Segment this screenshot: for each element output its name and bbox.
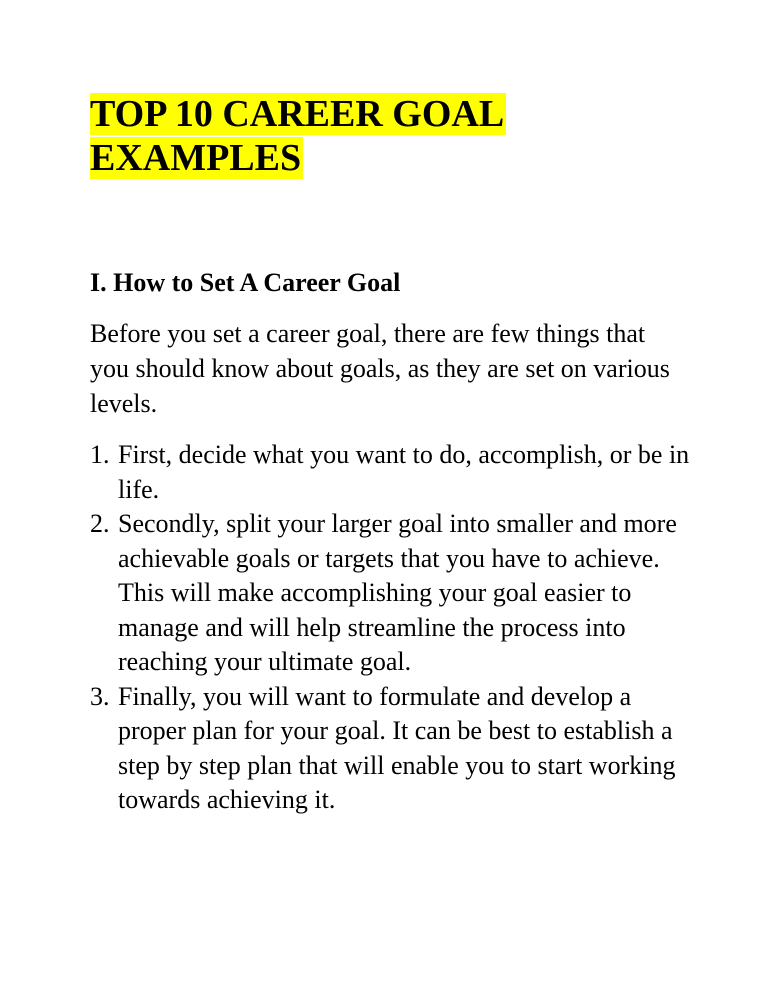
- list-item-number: 2.: [90, 509, 110, 538]
- section-heading: I. How to Set A Career Goal: [90, 268, 401, 297]
- list-item-number: 1.: [90, 440, 110, 469]
- list-item-number: 3.: [90, 681, 110, 711]
- list-item: [90, 438, 690, 507]
- list-item-text: Secondly, split your larger goal into smaller and more achievable goals or targets that you have to achieve. This will make accomplishing your goal easier to manage and will help streamline the process into reaching your ultimate goal.: [118, 509, 677, 676]
- steps-list: [90, 438, 690, 818]
- list-item: [90, 680, 690, 818]
- list-item-text: Finally, you will want to formulate and develop a proper plan for your goal. It can be best to establish a step by step plan that will enable you to start working towards achieving it.: [118, 681, 676, 814]
- list-item: [90, 507, 690, 680]
- title-line-1: TOP 10 CAREER GOAL: [90, 93, 505, 135]
- document-title: [90, 92, 710, 180]
- title-highlight: [90, 93, 506, 179]
- intro-paragraph: Before you set a career goal, there are few things that you should know about goals, as they are set on various levels.: [90, 319, 670, 418]
- title-line-2: EXAMPLES: [90, 137, 302, 179]
- list-item-text: First, decide what you want to do, accomplish, or be in life.: [118, 440, 690, 504]
